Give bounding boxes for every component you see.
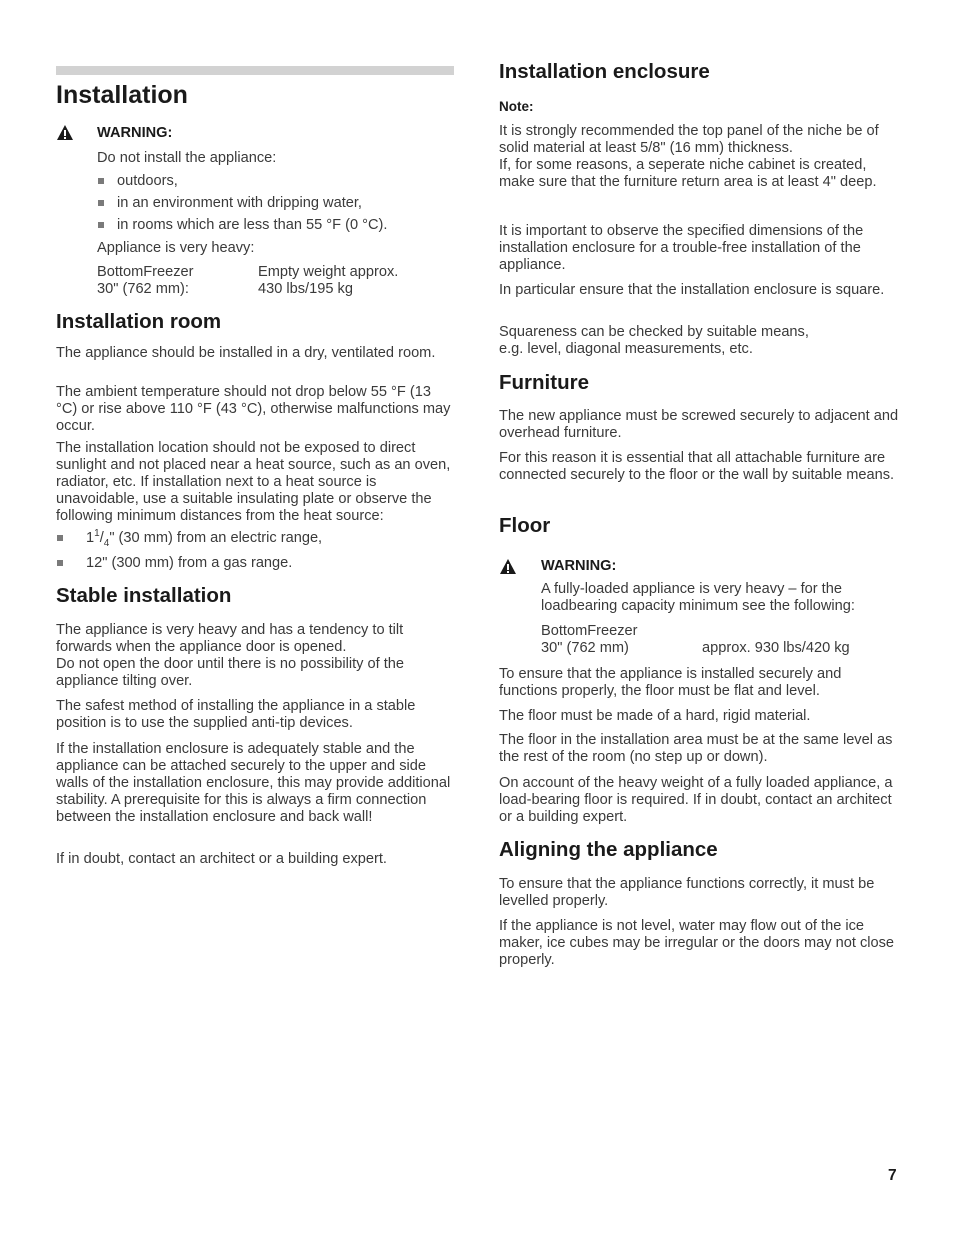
weight-table-cell: BottomFreezer	[541, 623, 638, 639]
paragraph: If the appliance is not level, water may flow out of the ice maker, ice cubes may be irregular or the doors may not close properly.	[499, 918, 895, 968]
paragraph: Do not open the door until there is no possibility of the appliance tilting over.	[56, 656, 405, 689]
warning-text: A fully-loaded appliance is very heavy – for the loadbearing capacity minimum see the following:	[541, 581, 855, 614]
weight-table-cell: Empty weight approx.	[258, 264, 399, 280]
paragraph: e.g. level, diagonal measurements, etc.	[499, 341, 753, 357]
paragraph: The appliance is very heavy and has a tendency to tilt forwards when the appliance door is opened.	[56, 622, 404, 655]
weight-table-cell: 430 lbs/195 kg	[258, 281, 353, 297]
paragraph: Squareness can be checked by suitable means,	[499, 324, 809, 340]
bullet-marker	[57, 560, 63, 566]
weight-table-cell: 30" (762 mm):	[97, 281, 189, 297]
paragraph: On account of the heavy weight of a fully loaded appliance, a load-bearing floor is required. If in doubt, contact an architect or a building expert.	[499, 775, 893, 825]
warning-icon	[499, 558, 517, 575]
weight-table-cell: 30" (762 mm)	[541, 640, 629, 656]
installation-enclosure-heading: Installation enclosure	[499, 60, 710, 83]
warning-heavy: Appliance is very heavy:	[97, 240, 255, 256]
list-item: 12" (300 mm) from a gas range.	[86, 555, 293, 571]
paragraph: For this reason it is essential that all attachable furniture are connected securely to the floor or the wall by suitable means.	[499, 450, 895, 483]
paragraph: The ambient temperature should not drop below 55 °F (13 °C) or rise above 110 °F (43 °C), otherwise malfunctions may occur.	[56, 384, 451, 434]
list-item: in rooms which are less than 55 °F (0 °C).	[117, 217, 388, 233]
page-number: 7	[888, 1167, 897, 1184]
bullet-marker	[98, 222, 104, 228]
stable-installation-heading: Stable installation	[56, 584, 232, 607]
paragraph: In particular ensure that the installation enclosure is square.	[499, 282, 885, 298]
bullet-marker	[98, 178, 104, 184]
aligning-heading: Aligning the appliance	[499, 838, 718, 861]
paragraph: It is important to observe the specified dimensions of the installation enclosure for a trouble-free installation of the appliance.	[499, 223, 864, 273]
paragraph: If in doubt, contact an architect or a building expert.	[56, 851, 387, 867]
installation-room-heading: Installation room	[56, 310, 222, 333]
paragraph: The installation location should not be exposed to direct sunlight and not placed near a heat source, such as an oven, radiator, etc. If installation next to a heat source is unavoidable, use a suitable insulating plate or observe the following minimum distances from the heat source:	[56, 440, 451, 524]
paragraph: The safest method of installing the appliance in a stable position is to use the supplied anti-tip devices.	[56, 698, 416, 731]
page-title: Installation	[56, 81, 188, 109]
warning-icon	[56, 124, 74, 141]
weight-table-cell: approx. 930 lbs/420 kg	[702, 640, 850, 656]
weight-table-cell: BottomFreezer	[97, 264, 194, 280]
paragraph: It is strongly recommended the top panel of the niche be of solid material at least 5/8" (16 mm) thickness.	[499, 123, 879, 156]
paragraph: If, for some reasons, a seperate niche cabinet is created, make sure that the furniture return area is at least 4" deep.	[499, 157, 877, 190]
list-item: $1^1/_4$" (30 mm) from an electric range,	[86, 528, 323, 549]
paragraph: If the installation enclosure is adequately stable and the appliance can be attached securely to the upper and side walls of the installation enclosure, this may provide additional stability. A prerequisite for this is always a firm connection between the installation enclosure and back wall!	[56, 741, 451, 825]
paragraph: To ensure that the appliance functions correctly, it must be levelled properly.	[499, 876, 875, 909]
warning-label: WARNING:	[541, 558, 617, 574]
paragraph: The floor in the installation area must be at the same level as the rest of the room (no step up or down).	[499, 732, 893, 765]
paragraph: The new appliance must be screwed securely to adjacent and overhead furniture.	[499, 408, 899, 441]
list-item: outdoors,	[117, 173, 178, 189]
bullet-marker	[98, 200, 104, 206]
paragraph: The appliance should be installed in a dry, ventilated room.	[56, 345, 436, 361]
list-item: in an environment with dripping water,	[117, 195, 362, 211]
section-rule	[56, 66, 454, 75]
warning-intro: Do not install the appliance:	[97, 150, 277, 166]
furniture-heading: Furniture	[499, 371, 589, 394]
bullet-marker	[57, 535, 63, 541]
paragraph: The floor must be made of a hard, rigid material.	[499, 708, 811, 724]
note-label: Note:	[499, 99, 534, 114]
floor-heading: Floor	[499, 514, 551, 537]
warning-label: WARNING:	[97, 125, 173, 141]
paragraph: To ensure that the appliance is installed securely and functions properly, the floor must be flat and level.	[499, 666, 842, 699]
